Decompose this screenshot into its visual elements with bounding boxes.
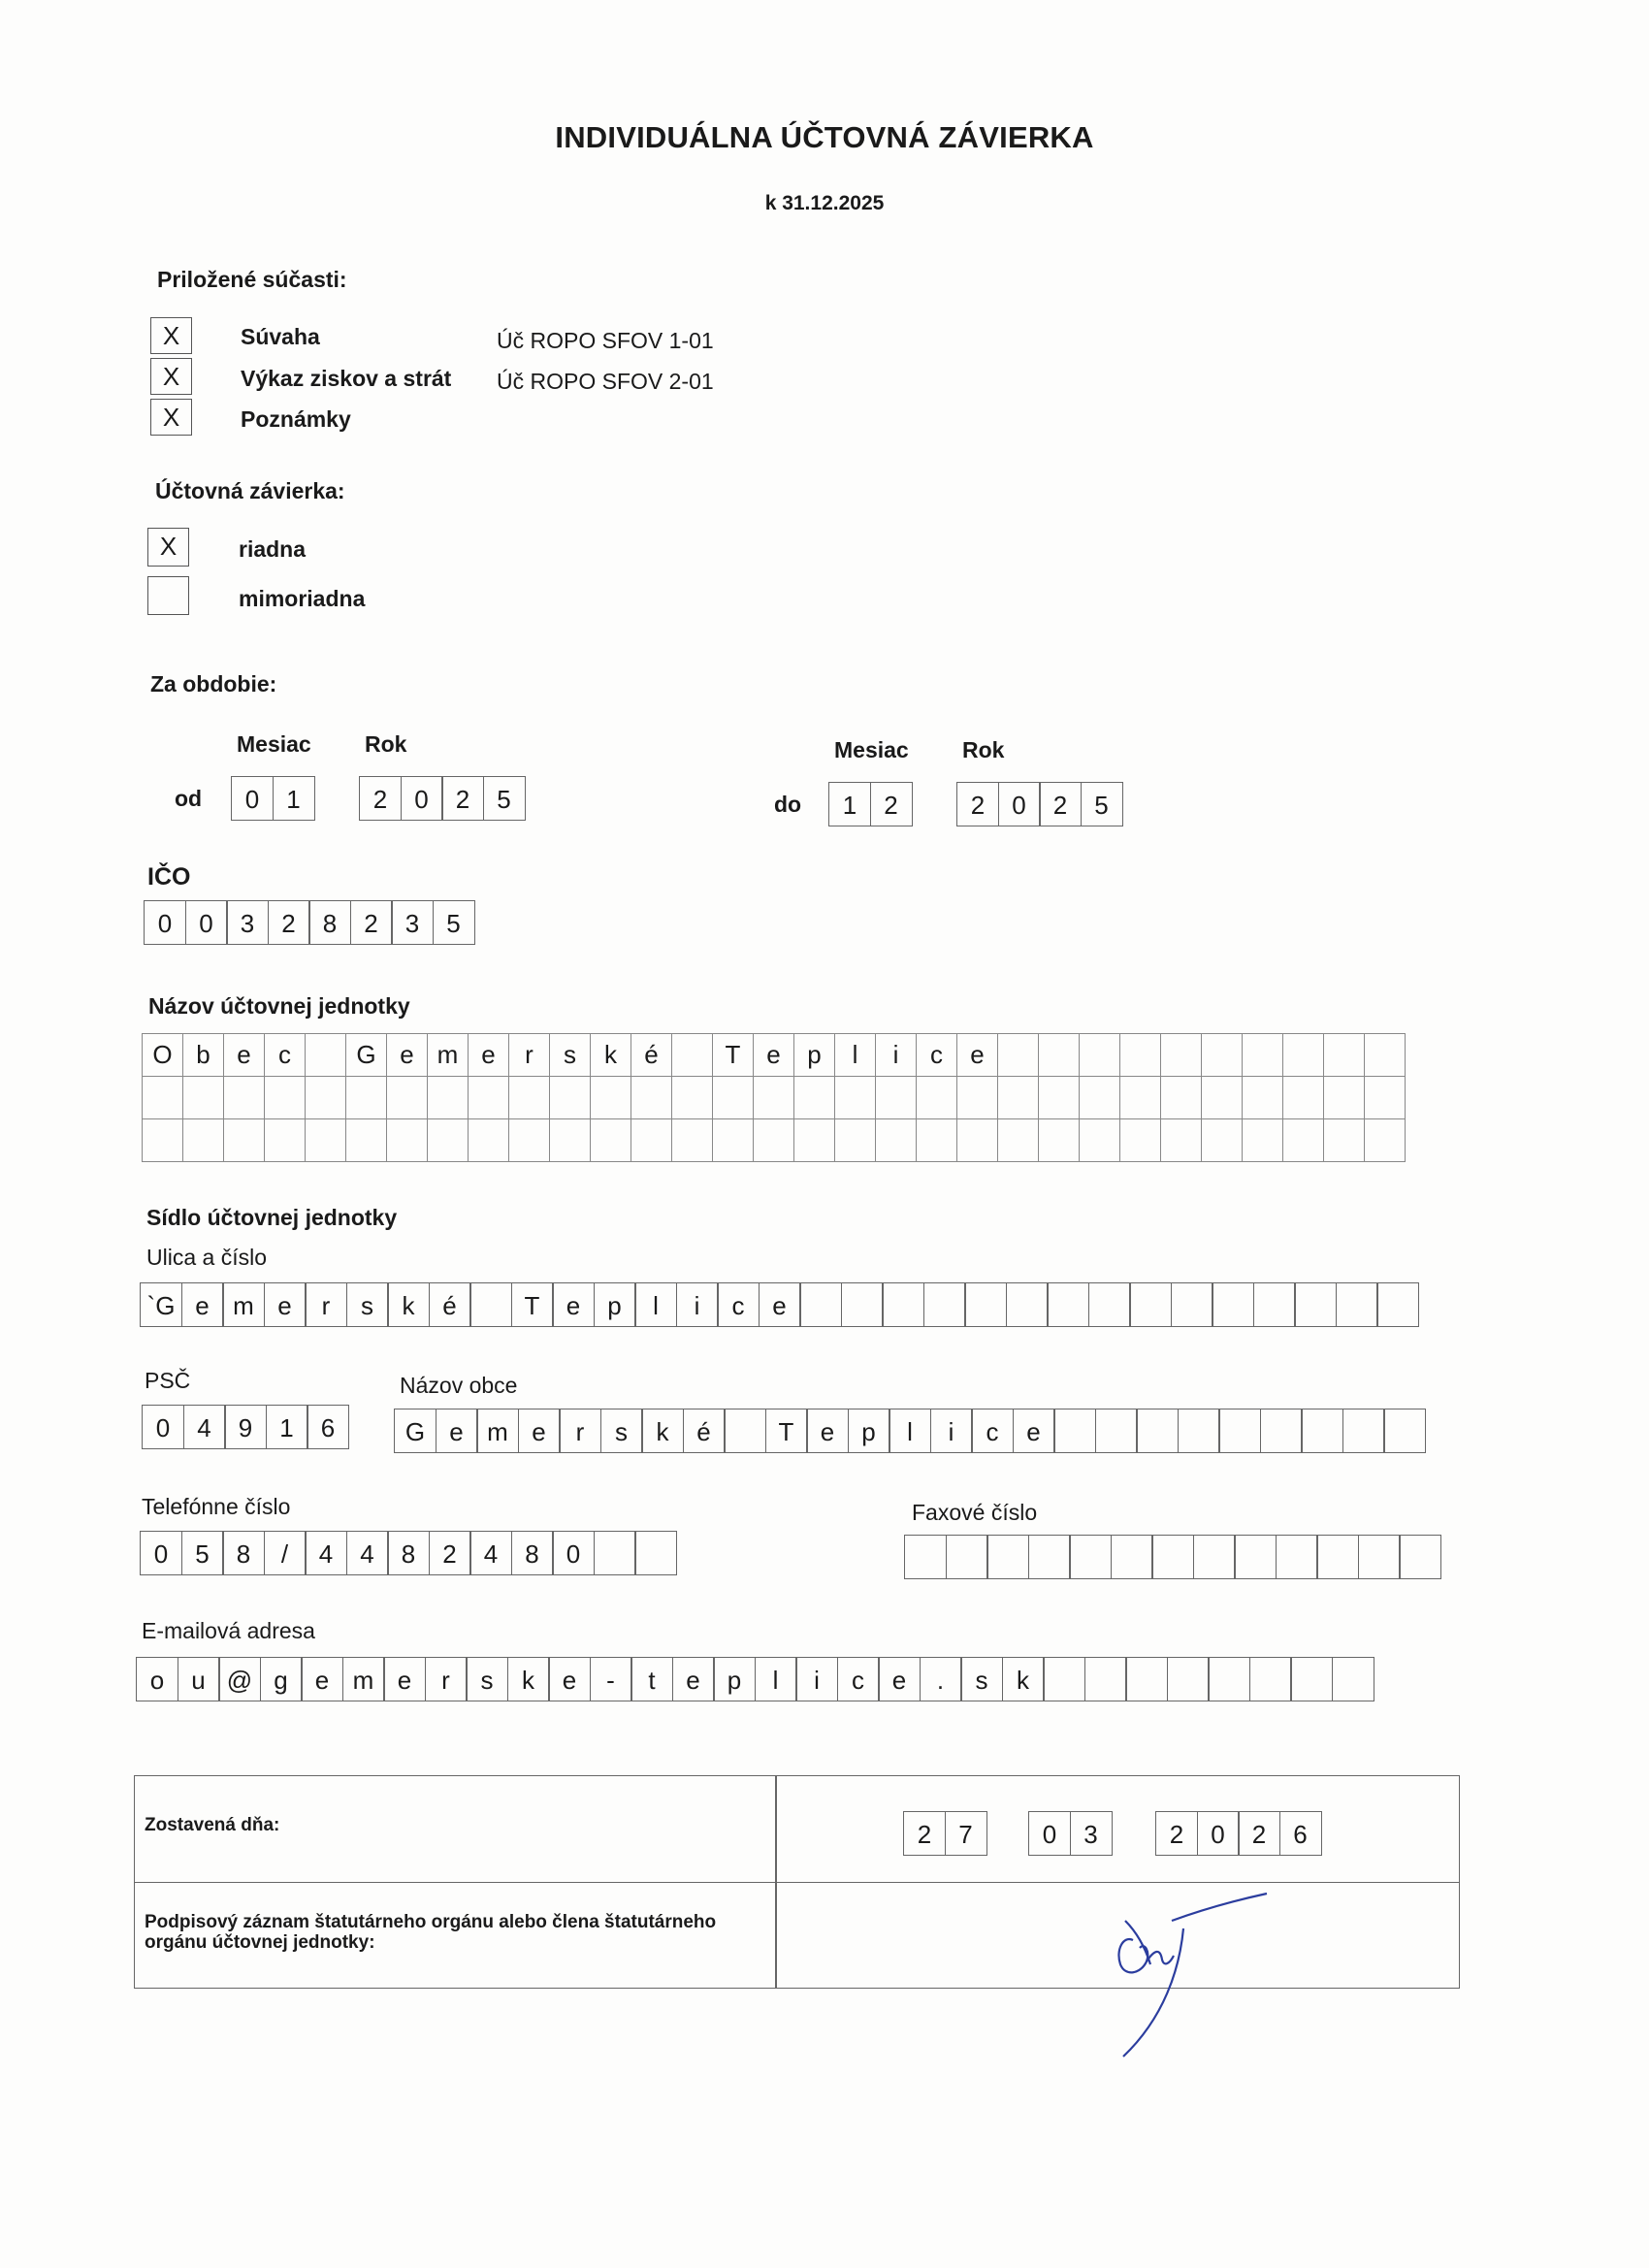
char-box[interactable]: e [469,1034,509,1077]
char-box[interactable] [1129,1282,1172,1327]
char-box[interactable] [1260,1409,1303,1453]
char-box[interactable] [841,1282,884,1327]
char-box[interactable]: 8 [511,1531,554,1575]
digit-box[interactable]: 2 [903,1811,946,1856]
char-box[interactable] [1120,1034,1161,1077]
char-box[interactable]: o [136,1657,178,1701]
label-vykaz: Výkaz ziskov a strát [241,366,452,391]
char-box[interactable] [1053,1409,1096,1453]
char-box[interactable]: k [387,1282,430,1327]
char-box[interactable]: e [264,1282,307,1327]
seat-heading: Sídlo účtovnej jednotky [146,1205,398,1230]
char-box[interactable]: 0 [552,1531,595,1575]
char-box[interactable] [672,1119,713,1162]
digit-box[interactable]: 2 [956,782,999,826]
char-box[interactable]: e [957,1034,998,1077]
char-box[interactable] [998,1119,1039,1162]
digit-box[interactable]: 1 [273,776,315,821]
digit-box[interactable]: 2 [359,776,402,821]
char-box[interactable] [1202,1034,1243,1077]
char-box[interactable] [1283,1077,1324,1119]
char-box[interactable] [923,1282,966,1327]
char-box[interactable]: c [971,1409,1014,1453]
to-label: do [774,792,802,817]
char-box[interactable] [1358,1535,1401,1579]
digit-box[interactable]: 2 [1155,1811,1198,1856]
char-box[interactable] [1234,1535,1277,1579]
char-box[interactable]: @ [218,1657,261,1701]
char-box[interactable]: e [759,1282,801,1327]
char-box[interactable]: k [591,1034,631,1077]
char-box[interactable] [1202,1119,1243,1162]
char-box[interactable]: c [265,1034,306,1077]
char-box[interactable]: u [178,1657,220,1701]
char-box[interactable] [1039,1119,1080,1162]
digit-box[interactable]: 3 [226,900,269,945]
char-box[interactable]: / [264,1531,307,1575]
psc-label: PSČ [145,1368,191,1393]
fax-boxes[interactable] [904,1535,1440,1579]
char-box[interactable]: p [794,1034,835,1077]
char-box[interactable]: 0 [142,1405,184,1449]
char-box[interactable] [346,1077,387,1119]
char-box[interactable]: 4 [346,1531,389,1575]
char-box[interactable]: T [765,1409,808,1453]
char-box[interactable]: m [342,1657,385,1701]
char-box[interactable]: s [600,1409,643,1453]
digit-box[interactable]: 6 [1279,1811,1322,1856]
char-box[interactable]: k [507,1657,550,1701]
digit-box[interactable]: 0 [998,782,1041,826]
char-box[interactable] [1161,1119,1202,1162]
ico-label: IČO [147,863,191,891]
char-box[interactable]: e [754,1034,794,1077]
name-label: Názov účtovnej jednotky [148,993,410,1019]
char-box[interactable] [1336,1282,1378,1327]
char-box[interactable] [1324,1119,1365,1162]
char-box[interactable]: s [550,1034,591,1077]
char-box[interactable]: e [548,1657,591,1701]
char-box[interactable]: 6 [307,1405,349,1449]
char-box[interactable] [1383,1409,1426,1453]
char-box[interactable]: p [594,1282,636,1327]
street-label: Ulica a číslo [146,1245,267,1270]
char-box[interactable] [998,1077,1039,1119]
char-box[interactable] [265,1119,306,1162]
char-box[interactable] [1316,1535,1359,1579]
digit-box[interactable]: 2 [441,776,484,821]
char-box[interactable] [634,1531,677,1575]
checkbox-suvaha[interactable]: X [150,317,192,354]
char-box[interactable] [1167,1657,1210,1701]
char-box[interactable]: s [960,1657,1003,1701]
char-box[interactable] [469,1077,509,1119]
fax-label: Faxové číslo [912,1500,1038,1525]
char-box[interactable] [1080,1034,1120,1077]
checkbox-vykaz[interactable]: X [150,358,192,395]
char-box[interactable] [1080,1119,1120,1162]
char-box[interactable] [1376,1282,1419,1327]
char-box[interactable]: O [143,1034,183,1077]
char-box[interactable] [1342,1409,1385,1453]
char-box[interactable]: e [224,1034,265,1077]
digit-box[interactable]: 0 [231,776,274,821]
document-date: k 31.12.2025 [764,192,885,214]
char-box[interactable] [1202,1077,1243,1119]
char-box[interactable] [1039,1034,1080,1077]
char-box[interactable]: G [346,1034,387,1077]
char-box[interactable]: m [222,1282,265,1327]
digit-box[interactable]: 5 [483,776,526,821]
char-box[interactable] [724,1409,766,1453]
char-box[interactable] [387,1077,428,1119]
char-box[interactable]: l [755,1657,797,1701]
char-box[interactable] [224,1119,265,1162]
char-box[interactable]: é [631,1034,672,1077]
char-box[interactable] [904,1535,947,1579]
char-box[interactable] [1253,1282,1296,1327]
char-box[interactable] [387,1119,428,1162]
char-box[interactable] [917,1077,957,1119]
char-box[interactable] [1399,1535,1441,1579]
char-box[interactable]: r [509,1034,550,1077]
char-box[interactable]: e [387,1034,428,1077]
char-box[interactable] [957,1119,998,1162]
char-box[interactable]: p [848,1409,890,1453]
char-box[interactable]: i [676,1282,719,1327]
char-box[interactable]: - [590,1657,632,1701]
char-box[interactable] [1301,1409,1343,1453]
char-box[interactable] [835,1119,876,1162]
digit-box[interactable]: 5 [1081,782,1123,826]
from-year-boxes[interactable] [359,776,524,821]
char-box[interactable] [1324,1077,1365,1119]
char-box[interactable]: l [634,1282,677,1327]
char-box[interactable] [946,1535,988,1579]
char-box[interactable] [306,1077,346,1119]
char-box[interactable] [1365,1034,1406,1077]
char-box[interactable] [672,1034,713,1077]
char-box[interactable]: e [301,1657,343,1701]
label-suvaha: Súvaha [241,324,320,349]
digit-box[interactable]: 0 [144,900,186,945]
signature-label: Podpisový záznam štatutárneho orgánu alebo člena štatutárneho orgánu účtovnej jednotky: [145,1912,717,1953]
char-box[interactable] [428,1077,469,1119]
char-box[interactable] [1332,1657,1374,1701]
digit-box[interactable]: 2 [870,782,913,826]
char-box[interactable] [594,1531,636,1575]
char-box[interactable] [713,1077,754,1119]
char-box[interactable] [306,1034,346,1077]
ico-boxes[interactable] [144,900,473,945]
digit-box[interactable]: 0 [401,776,443,821]
char-box[interactable] [1218,1409,1261,1453]
char-box[interactable] [1151,1535,1194,1579]
type-heading: Účtovná závierka: [155,478,345,503]
char-box[interactable] [1243,1034,1283,1077]
char-box[interactable] [1069,1535,1112,1579]
char-box[interactable] [265,1077,306,1119]
char-box[interactable]: 2 [429,1531,471,1575]
char-box[interactable] [469,1282,512,1327]
char-box[interactable] [1006,1282,1049,1327]
digit-box[interactable]: 5 [433,900,475,945]
phone-boxes[interactable] [140,1531,676,1575]
char-box[interactable]: r [559,1409,601,1453]
char-box[interactable] [1249,1657,1292,1701]
char-box[interactable] [631,1077,672,1119]
char-box[interactable] [1080,1077,1120,1119]
checkbox-mimoriadna[interactable] [147,576,189,615]
char-box[interactable]: i [930,1409,973,1453]
char-box[interactable] [1178,1409,1220,1453]
char-box[interactable]: s [466,1657,508,1701]
char-box[interactable]: e [181,1282,224,1327]
from-label: od [175,786,203,811]
char-box[interactable] [1283,1034,1324,1077]
char-box[interactable]: 0 [140,1531,182,1575]
from-month-label: Mesiac [237,731,311,757]
char-box[interactable] [1095,1409,1138,1453]
email-boxes[interactable] [136,1657,1373,1701]
char-box[interactable]: e [878,1657,921,1701]
char-box[interactable] [550,1077,591,1119]
char-box[interactable]: 8 [387,1531,430,1575]
to-month-label: Mesiac [834,737,909,762]
char-box[interactable]: . [920,1657,962,1701]
char-box[interactable]: 9 [224,1405,267,1449]
char-box[interactable]: e [552,1282,595,1327]
digit-box[interactable]: 3 [1070,1811,1113,1856]
char-box[interactable] [1171,1282,1213,1327]
char-box[interactable]: c [917,1034,957,1077]
compiled-month-boxes[interactable] [1028,1811,1111,1856]
char-box[interactable]: i [795,1657,838,1701]
char-box[interactable] [1120,1119,1161,1162]
char-box[interactable] [306,1119,346,1162]
char-box[interactable]: é [683,1409,726,1453]
char-box[interactable] [1039,1077,1080,1119]
char-box[interactable]: b [183,1034,224,1077]
char-box[interactable] [672,1077,713,1119]
char-box[interactable] [631,1119,672,1162]
table-divider [775,1776,777,1988]
code-vykaz: Úč ROPO SFOV 2-01 [497,369,714,394]
digit-box[interactable]: 2 [1039,782,1082,826]
char-box[interactable] [1088,1282,1131,1327]
psc-boxes[interactable] [142,1405,348,1449]
period-heading: Za obdobie: [150,671,277,697]
char-box[interactable] [1324,1034,1365,1077]
char-box[interactable]: e [383,1657,426,1701]
char-box[interactable]: k [1002,1657,1045,1701]
char-box[interactable] [794,1119,835,1162]
char-box[interactable]: e [518,1409,561,1453]
char-box[interactable] [794,1077,835,1119]
digit-box[interactable]: 3 [391,900,434,945]
char-box[interactable] [1193,1535,1236,1579]
char-box[interactable] [1243,1119,1283,1162]
char-box[interactable]: t [630,1657,673,1701]
char-box[interactable]: 4 [305,1531,347,1575]
char-box[interactable]: T [511,1282,554,1327]
char-box[interactable] [1365,1119,1406,1162]
char-box[interactable]: c [717,1282,760,1327]
town-label: Názov obce [400,1373,518,1398]
char-box[interactable] [1290,1657,1333,1701]
digit-box[interactable]: 8 [308,900,351,945]
compiled-year-boxes[interactable] [1155,1811,1320,1856]
char-box[interactable] [1243,1077,1283,1119]
char-box[interactable] [346,1119,387,1162]
document-title: INDIVIDUÁLNA ÚČTOVNÁ ZÁVIERKA [555,120,1094,154]
char-box[interactable] [509,1119,550,1162]
char-box[interactable]: i [876,1034,917,1077]
char-box[interactable]: `G [140,1282,182,1327]
from-year-label: Rok [365,731,407,757]
char-box[interactable]: g [260,1657,303,1701]
char-box[interactable] [1294,1282,1337,1327]
compiled-day-boxes[interactable] [903,1811,986,1856]
compiled-row [135,1776,1459,1883]
char-box[interactable] [876,1077,917,1119]
signature-image [1086,1882,1300,2066]
char-box[interactable] [469,1119,509,1162]
char-box[interactable] [964,1282,1007,1327]
char-box[interactable]: m [428,1034,469,1077]
code-suvaha: Úč ROPO SFOV 1-01 [497,328,714,353]
char-box[interactable]: r [305,1282,347,1327]
char-box[interactable]: e [436,1409,478,1453]
char-box[interactable]: 1 [266,1405,308,1449]
label-poznamky: Poznámky [241,406,351,432]
char-box[interactable] [713,1119,754,1162]
checkbox-riadna[interactable]: X [147,528,189,567]
char-box[interactable] [1208,1657,1250,1701]
char-box[interactable] [998,1034,1039,1077]
char-box[interactable] [917,1119,957,1162]
phone-label: Telefónne číslo [142,1494,291,1519]
char-box[interactable] [143,1119,183,1162]
digit-box[interactable]: 2 [268,900,310,945]
char-box[interactable] [1047,1282,1089,1327]
checkbox-poznamky[interactable]: X [150,399,192,436]
char-box[interactable]: c [837,1657,880,1701]
char-box[interactable] [1111,1535,1153,1579]
char-box[interactable] [591,1077,631,1119]
parts-heading: Priložené súčasti: [157,267,347,292]
label-riadna: riadna [239,536,307,562]
char-box[interactable]: l [889,1409,931,1453]
name-grid[interactable] [142,1033,1406,1162]
char-box[interactable] [1043,1657,1085,1701]
char-box[interactable] [835,1077,876,1119]
char-box[interactable]: k [641,1409,684,1453]
char-box[interactable] [224,1077,265,1119]
digit-box[interactable]: 0 [1197,1811,1240,1856]
to-year-boxes[interactable] [956,782,1121,826]
char-box[interactable]: e [806,1409,849,1453]
email-label: E-mailová adresa [142,1618,315,1643]
char-box[interactable] [428,1119,469,1162]
digit-box[interactable]: 2 [1238,1811,1280,1856]
town-boxes[interactable] [394,1409,1425,1453]
to-month-boxes[interactable] [828,782,911,826]
char-box[interactable] [986,1535,1029,1579]
digit-box[interactable]: 0 [185,900,228,945]
char-box[interactable] [1365,1077,1406,1119]
char-box[interactable]: r [425,1657,468,1701]
to-year-label: Rok [962,737,1005,762]
digit-box[interactable]: 2 [350,900,393,945]
char-box[interactable]: T [713,1034,754,1077]
char-box[interactable]: G [394,1409,436,1453]
char-box[interactable] [550,1119,591,1162]
char-box[interactable] [1212,1282,1254,1327]
char-box[interactable]: é [429,1282,471,1327]
char-box[interactable]: 8 [222,1531,265,1575]
char-box[interactable] [876,1119,917,1162]
char-box[interactable] [1028,1535,1071,1579]
char-box[interactable] [143,1077,183,1119]
char-box[interactable] [183,1077,224,1119]
compiled-label: Zostavená dňa: [145,1815,280,1835]
char-box[interactable]: m [476,1409,519,1453]
label-mimoriadna: mimoriadna [239,586,366,611]
from-month-boxes[interactable] [231,776,313,821]
char-box[interactable] [591,1119,631,1162]
char-box[interactable]: 4 [469,1531,512,1575]
char-box[interactable]: 5 [181,1531,224,1575]
char-box[interactable] [1084,1657,1127,1701]
digit-box[interactable]: 1 [828,782,871,826]
char-box[interactable] [799,1282,842,1327]
street-boxes[interactable] [140,1282,1418,1327]
char-box[interactable] [183,1119,224,1162]
char-box[interactable] [754,1077,794,1119]
char-box[interactable] [957,1077,998,1119]
char-box[interactable] [1136,1409,1179,1453]
char-box[interactable]: s [346,1282,389,1327]
char-box[interactable]: 4 [183,1405,226,1449]
char-box[interactable]: l [835,1034,876,1077]
char-box[interactable] [1161,1034,1202,1077]
char-box[interactable] [1125,1657,1168,1701]
char-box[interactable]: e [672,1657,715,1701]
char-box[interactable] [1120,1077,1161,1119]
char-box[interactable] [1276,1535,1318,1579]
digit-box[interactable]: 0 [1028,1811,1071,1856]
char-box[interactable] [882,1282,924,1327]
char-box[interactable] [1161,1077,1202,1119]
char-box[interactable]: e [1013,1409,1055,1453]
char-box[interactable] [509,1077,550,1119]
char-box[interactable]: p [713,1657,756,1701]
char-box[interactable] [1283,1119,1324,1162]
char-box[interactable] [754,1119,794,1162]
digit-box[interactable]: 7 [945,1811,987,1856]
